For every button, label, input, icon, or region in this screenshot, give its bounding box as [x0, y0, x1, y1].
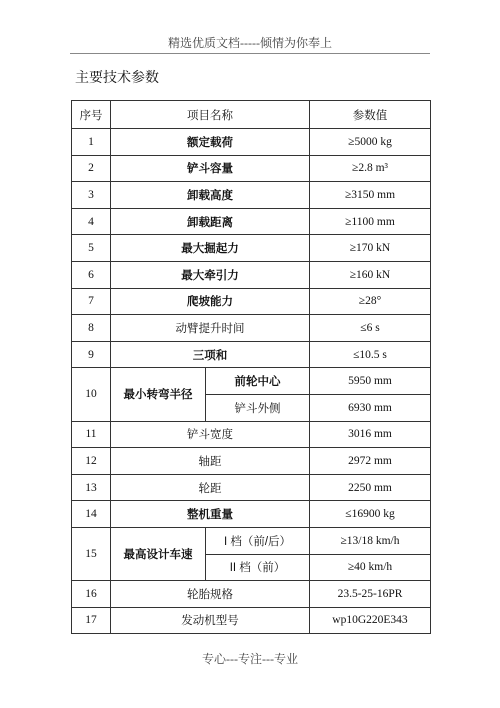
table-row: [72, 208, 431, 235]
header-no: 序号: [72, 101, 111, 129]
row-no: 16: [72, 581, 111, 608]
row-value: 3016 mm: [310, 421, 431, 448]
row-name: 整机重量: [111, 501, 310, 528]
row-no: 15: [72, 527, 111, 580]
row-no: 2: [72, 155, 111, 182]
row-value: 5950 mm: [310, 368, 431, 395]
table-row: [72, 182, 431, 209]
table-header-row: [72, 101, 431, 129]
header-name: 项目名称: [111, 101, 310, 129]
row-value: 2972 mm: [310, 448, 431, 475]
row-value: 23.5-25-16PR: [310, 581, 431, 608]
row-name: 轮胎规格: [111, 581, 310, 608]
table-row: [72, 261, 431, 288]
table-row: [72, 235, 431, 262]
row-value: 6930 mm: [310, 394, 431, 421]
table-row: [72, 421, 431, 448]
row-value: 2250 mm: [310, 474, 431, 501]
row-no: 8: [72, 315, 111, 342]
header-value: 参数值: [310, 101, 431, 129]
row-no: 1: [72, 129, 111, 156]
row-no: 12: [72, 448, 111, 475]
row-name: 卸载距离: [111, 208, 310, 235]
row-name: 轮距: [111, 474, 310, 501]
table-row: [72, 448, 431, 475]
page-footer: 专心---专注---专业: [202, 652, 298, 666]
spec-table: [71, 100, 431, 634]
table-row: [72, 607, 431, 634]
row-value: ≥40 km/h: [310, 554, 431, 581]
row-name: 最大牵引力: [111, 261, 310, 288]
page-header: 精选优质文档-----倾情为你奉上: [168, 36, 332, 50]
table-row: [72, 527, 431, 554]
row-value: ≥5000 kg: [310, 129, 431, 156]
row-name: 最小转弯半径: [111, 368, 206, 421]
row-no: 5: [72, 235, 111, 262]
header-divider: [70, 53, 430, 54]
row-no: 3: [72, 182, 111, 209]
row-no: 17: [72, 607, 111, 634]
row-value: ≥2.8 m³: [310, 155, 431, 182]
row-name: 额定载荷: [111, 129, 310, 156]
row-no: 14: [72, 501, 111, 528]
row-name: 最大掘起力: [111, 235, 310, 262]
row-no: 7: [72, 288, 111, 315]
row-name: 卸载高度: [111, 182, 310, 209]
row-name: 轴距: [111, 448, 310, 475]
table-row: [72, 288, 431, 315]
row-value: ≥13/18 km/h: [310, 527, 431, 554]
row-name: 铲斗容量: [111, 155, 310, 182]
table-row: [72, 581, 431, 608]
row-name: 爬坡能力: [111, 288, 310, 315]
row-name: 铲斗宽度: [111, 421, 310, 448]
row-value: ≥1100 mm: [310, 208, 431, 235]
section-title: 主要技术参数: [75, 71, 159, 86]
table-row: [72, 315, 431, 342]
table-row: [72, 501, 431, 528]
row-value: ≥170 kN: [310, 235, 431, 262]
row-name: 动臂提升时间: [111, 315, 310, 342]
table-row: [72, 341, 431, 368]
row-value: ≥28°: [310, 288, 431, 315]
row-value: ≤10.5 s: [310, 341, 431, 368]
row-no: 6: [72, 261, 111, 288]
row-subname: II 档（前）: [206, 554, 310, 581]
row-name: 最高设计车速: [111, 527, 206, 580]
row-no: 4: [72, 208, 111, 235]
row-no: 9: [72, 341, 111, 368]
row-no: 10: [72, 368, 111, 421]
row-value: ≥160 kN: [310, 261, 431, 288]
row-value: ≤6 s: [310, 315, 431, 342]
row-subname: 铲斗外侧: [206, 394, 310, 421]
row-name: 三项和: [111, 341, 310, 368]
row-no: 11: [72, 421, 111, 448]
row-value: ≤16900 kg: [310, 501, 431, 528]
row-value: wp10G220E343: [310, 607, 431, 634]
row-subname: I 档（前/后）: [206, 527, 310, 554]
table-row: [72, 474, 431, 501]
row-value: ≥3150 mm: [310, 182, 431, 209]
table-row: [72, 368, 431, 395]
row-name: 发动机型号: [111, 607, 310, 634]
table-row: [72, 155, 431, 182]
table-row: [72, 129, 431, 156]
row-no: 13: [72, 474, 111, 501]
row-subname: 前轮中心: [206, 368, 310, 395]
